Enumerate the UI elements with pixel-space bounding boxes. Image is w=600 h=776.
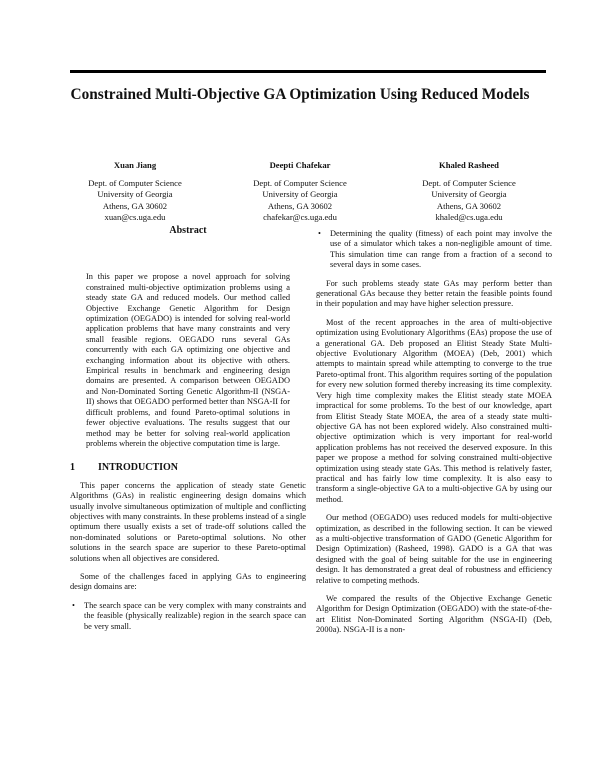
author-dept: Dept. of Computer Science <box>422 178 516 189</box>
author-univ: University of Georgia <box>97 189 173 200</box>
list-item: • The search space can be very complex with many constraints and the feasible (physically realizable) region in the search space can be very small. <box>84 601 306 632</box>
paper-title: Constrained Multi-Objective GA Optimization Using Reduced Models <box>70 86 530 103</box>
left-column <box>70 226 306 640</box>
paragraph: Some of the challenges faced in applying GAs to engineering design domains are: <box>70 571 306 592</box>
bullet-list <box>70 601 306 632</box>
author-2 <box>225 160 375 223</box>
author-email: xuan@cs.uga.edu <box>104 211 166 222</box>
author-city: Athens, GA 30602 <box>102 200 168 211</box>
abstract-heading: Abstract <box>169 225 207 236</box>
author-univ: University of Georgia <box>262 189 338 200</box>
paragraph: We compared the results of the Objective Exchange Genetic Algorithm for Design Optimization (OEGADO) with the state-of-the-art Elitist Non-Dominated Sorting Algorithm (NSGA-II) (Deb, 2000a). NSGA-II is a non- <box>316 594 552 635</box>
section-title: INTRODUCTION <box>98 462 179 474</box>
paragraph: Our method (OEGADO) uses reduced models for multi-objective optimization, as described in the following section. It can be viewed as a multi-objective transformation of GADO (Genetic Algorithm for Design Optimization) (Rasheed, 1998). GADO is a GA that was designed with the goal of being suitable for the use in engineering design. It has demonstrated a great deal of robustness and efficiency relative to competing methods. <box>316 513 552 585</box>
author-1 <box>60 160 210 223</box>
section-heading <box>70 463 306 473</box>
paragraph: Most of the recent approaches in the area of multi-objective optimization using Evolutionary Algorithms (EAs) propose the use of a generational GA. Deb proposed an Elitist Steady State Multi-objective Evolutionary Algorithm (MOEA) (Deb, 2001) which attempts to maintain spread while attempting to converge to the true Pareto-optimal front. This algorithm requires sorting of the population for every new solution formed thereby increasing its time complexity. Very high time complexity makes the Elitist steady state MOEA impractical for some problems. To the best of our knowledge, apart from Elitist Steady State MOEA, the area of a steady state multi-objective GA has not been explored widely. Also constrained multi-objective optimization which is very important for real-world application problems has not received the deserved exposure. In this paper we propose a method for solving constrained multi-objective optimization using steady state GAs. This method is relatively faster, practical and has fairly low time complexity. It is also easy to transform a single-objective GA to a multi-objective GA by using our method. <box>316 317 552 504</box>
abstract-text: In this paper we propose a novel approach for solving constrained multi-objective optimization problems using a steady state GA and reduced models. Our method called Objective Exchange Genetic Algorithm for Design optimization (OEGADO) is intended for solving real-world application problems that have many constraints and very small feasible regions. OEGADO runs several GAs concurrently with each GA optimizing one objective and exchanging information about its objective with others. Empirical results in benchmark and engineering design domains are presented. A comparison between OEGADO and Non-Dominated Sorting Genetic Algorithm-II (NSGA-II) shows that OEGADO performed better than NSGA-II for difficult problems, and found Pareto-optimal solutions in fewer objective evaluations. The results suggest that our method may be better for solving real-world application problems wherein the objective computation time is large. <box>86 272 290 448</box>
author-city: Athens, GA 30602 <box>267 200 333 211</box>
author-univ: University of Georgia <box>431 189 507 200</box>
author-dept: Dept. of Computer Science <box>253 178 347 189</box>
author-email: khaled@cs.uga.edu <box>435 211 503 222</box>
list-item: • Determining the quality (fitness) of each point may involve the use of a simulator which takes a non-negligible amount of time. This simulation time can range from a fraction of a second to several days in some cases. <box>330 229 552 271</box>
author-dept: Dept. of Computer Science <box>88 178 182 189</box>
author-name: Xuan Jiang <box>113 160 157 170</box>
right-column <box>316 229 552 644</box>
paragraph: For such problems steady state GAs may perform better than generational GAs because they better retain the feasible points found in their population and may have higher selection pressure. <box>316 278 552 309</box>
author-name: Deepti Chafekar <box>269 160 331 170</box>
author-email: chafekar@cs.uga.edu <box>263 211 337 222</box>
author-name: Khaled Rasheed <box>439 160 499 170</box>
author-city: Athens, GA 30602 <box>436 200 502 211</box>
bullet-list <box>316 229 552 271</box>
section-number: 1 <box>70 462 75 474</box>
paragraph: This paper concerns the application of steady state Genetic Algorithms (GAs) in realistic engineering design domains which usually involve simultaneous optimization of multiple and conflicting objectives with many constraints. In these problems instead of a single optimum there usually exists a set of trade-off solutions called the non-dominated solutions or Pareto-optimal solutions. No other solutions in the search space are superior to these Pareto-optimal solutions when all objectives are considered. <box>70 480 306 563</box>
author-3 <box>394 160 544 223</box>
title-rule <box>70 70 546 73</box>
